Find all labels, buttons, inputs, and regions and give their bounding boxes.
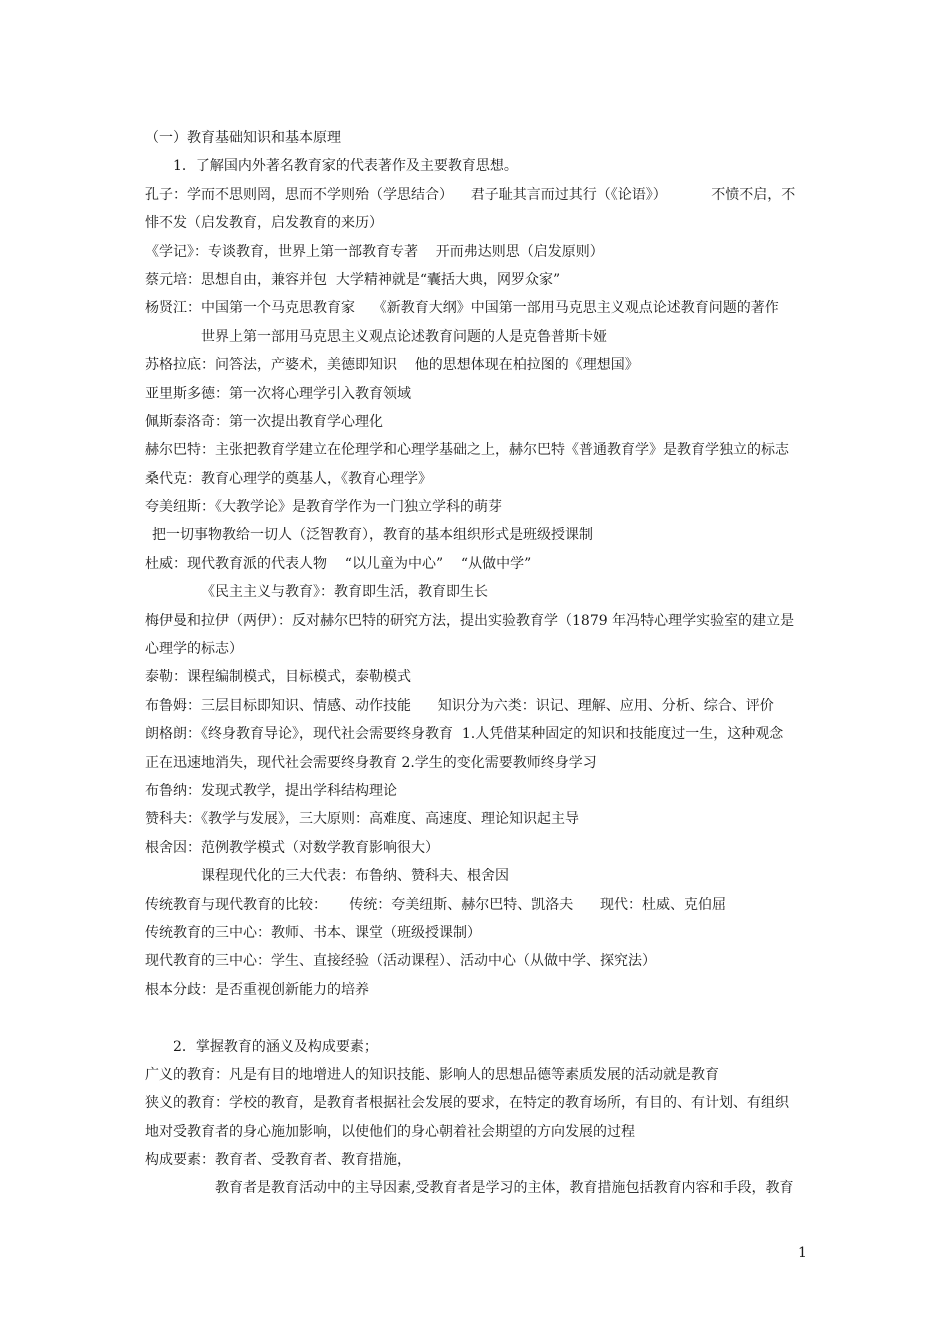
- text-line: 构成要素：教育者、受教育者、教育措施，: [145, 1152, 411, 1169]
- text-line: 蔡元培：思想自由，兼容并包 大学精神就是“囊括大典，网罗众家”: [145, 271, 561, 288]
- text-line: 朗格朗：《终身教育导论》，现代社会需要终身教育 1.人凭借某种固定的知识和技能度过一生，这种观念: [145, 726, 784, 743]
- text-line: 孔子：学而不思则罔，思而不学则殆（学思结合） 君子耻其言而过其行（《论语》） 不愤不启，不: [145, 186, 796, 203]
- text-line: 赫尔巴特：主张把教育学建立在伦理学和心理学基础之上，赫尔巴特《普通教育学》是教育学独立的标志: [145, 442, 789, 459]
- text-line: 杨贤江：中国第一个马克思教育家 《新教育大纲》中国第一部用马克思主义观点论述教育问题的著作: [145, 300, 779, 317]
- text-line: 《民主主义与教育》：教育即生活，教育即生长: [201, 584, 488, 601]
- text-line: 亚里斯多德：第一次将心理学引入教育领域: [145, 385, 411, 402]
- text-line: 现代教育的三中心：学生、直接经验（活动课程）、活动中心（从做中学、探究法）: [145, 953, 656, 970]
- text-line: 赞科夫：《教学与发展》，三大原则：高难度、高速度、理论知识起主导: [145, 811, 579, 828]
- text-line: 泰勒：课程编制模式，目标模式，泰勒模式: [145, 669, 411, 686]
- text-line: 正在迅速地消失，现代社会需要终身教育 2.学生的变化需要教师终身学习: [145, 754, 597, 771]
- page-number: 1: [798, 1245, 807, 1261]
- text-line: 教育者是教育活动中的主导因素,受教育者是学习的主体，教育措施包括教育内容和手段，教育: [215, 1180, 794, 1197]
- text-line: 传统教育与现代教育的比较： 传统：夸美纽斯、赫尔巴特、凯洛夫 现代：杜威、克伯屈: [145, 896, 726, 913]
- section-heading: （一）教育基础知识和基本原理: [145, 130, 341, 146]
- text-line: 根舍因：范例教学模式（对数学教育影响很大）: [145, 839, 439, 856]
- text-line: 传统教育的三中心：教师、书本、课堂（班级授课制）: [145, 924, 481, 941]
- text-line: 把一切事物教给一切人（泛智教育），教育的基本组织形式是班级授课制: [152, 527, 593, 544]
- text-line: 悱不发（启发教育，启发教育的来历）: [145, 215, 383, 232]
- document-body: [145, 124, 810, 1203]
- text-line: 佩斯泰洛奇：第一次提出教育学心理化: [145, 413, 383, 430]
- text-line: 杜威：现代教育派的代表人物 “以儿童为中心” “从做中学”: [145, 555, 532, 572]
- text-line: 根本分歧：是否重视创新能力的培养: [145, 981, 369, 998]
- text-line: 广义的教育：凡是有目的地增进人的知识技能、影响人的思想品德等素质发展的活动就是教育: [145, 1066, 719, 1083]
- subsection-heading: 2．掌握教育的涵义及构成要素；: [173, 1038, 378, 1055]
- text-line: 狭义的教育：学校的教育，是教育者根据社会发展的要求，在特定的教育场所，有目的、有计划、有组织: [145, 1095, 789, 1112]
- text-line: 布鲁姆：三层目标即知识、情感、动作技能 知识分为六类：识记、理解、应用、分析、综合、评价: [145, 697, 774, 714]
- subsection-heading: 1．了解国内外著名教育家的代表著作及主要教育思想。: [173, 158, 518, 175]
- text-line: 苏格拉底：问答法，产婆术，美德即知识 他的思想体现在柏拉图的《理想国》: [145, 357, 639, 374]
- text-line: 地对受教育者的身心施加影响，以使他们的身心朝着社会期望的方向发展的过程: [145, 1123, 635, 1140]
- text-line: 课程现代化的三大代表：布鲁纳、赞科夫、根舍因: [201, 868, 509, 885]
- text-line: 桑代克：教育心理学的奠基人，《教育心理学》: [145, 470, 432, 487]
- text-line: 心理学的标志）: [145, 641, 243, 658]
- text-line: 《学记》：专谈教育，世界上第一部教育专著 开而弗达则思（启发原则）: [145, 243, 604, 260]
- text-line: 夸美纽斯：《大教学论》是教育学作为一门独立学科的萌芽: [145, 499, 502, 516]
- text-line: 世界上第一部用马克思主义观点论述教育问题的人是克鲁普斯卡娅: [201, 328, 607, 345]
- text-line: 布鲁纳：发现式教学，提出学科结构理论: [145, 782, 397, 799]
- text-line: 梅伊曼和拉伊（两伊）：反对赫尔巴特的研究方法，提出实验教育学（1879 年冯特心理学实验室的建立是: [145, 612, 795, 629]
- blank-line: [145, 1004, 810, 1032]
